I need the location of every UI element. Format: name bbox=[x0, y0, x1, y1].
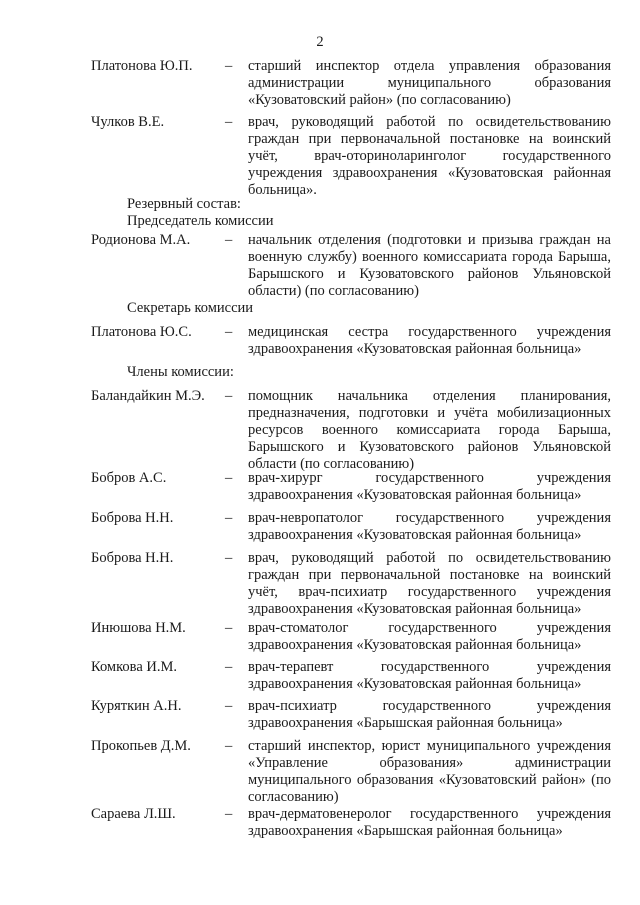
member-name: Чулков В.Е. bbox=[91, 114, 165, 130]
member-name: Сараева Л.Ш. bbox=[91, 806, 176, 822]
page-number: 2 bbox=[316, 34, 324, 50]
member-position: врач-дерматовенеролог государственного учреждения здравоохранения «Барышская районная больница» bbox=[248, 806, 611, 839]
separator-dash: – bbox=[225, 738, 233, 754]
member-position: врач-терапевт государственного учреждения здравоохранения «Кузоватовская районная больница» bbox=[248, 659, 611, 692]
separator-dash: – bbox=[225, 510, 233, 526]
separator-dash: – bbox=[225, 806, 233, 822]
member-position: старший инспектор отдела управления образования администрации муниципального образования «Кузоватовский район» (по согласованию) bbox=[248, 58, 611, 108]
separator-dash: – bbox=[225, 114, 233, 130]
member-name: Бобров А.С. bbox=[91, 470, 167, 486]
separator-dash: – bbox=[225, 388, 233, 404]
member-name: Родионова М.А. bbox=[91, 232, 191, 248]
member-position: врач-психиатр государственного учреждения здравоохранения «Барышская районная больница» bbox=[248, 698, 611, 731]
member-position: помощник начальника отделения планирования, предназначения, подготовки и учёта мобилизационных ресурсов военного комиссариата города Барыша, Барышского и Кузоватовского районов Ульяновской области (по согласованию) bbox=[248, 388, 611, 472]
member-position: врач-невропатолог государственного учреждения здравоохранения «Кузоватовская районная больница» bbox=[248, 510, 611, 543]
member-name: Комкова И.М. bbox=[91, 659, 177, 675]
reserve-heading: Резервный состав: bbox=[127, 196, 241, 212]
member-name: Боброва Н.Н. bbox=[91, 550, 174, 566]
secretary-heading: Секретарь комиссии bbox=[127, 300, 254, 316]
separator-dash: – bbox=[225, 698, 233, 714]
separator-dash: – bbox=[225, 659, 233, 675]
member-position: медицинская сестра государственного учреждения здравоохранения «Кузоватовская районная больница» bbox=[248, 324, 611, 357]
member-position: врач-стоматолог государственного учреждения здравоохранения «Кузоватовская районная больница» bbox=[248, 620, 611, 653]
member-name: Платонова Ю.С. bbox=[91, 324, 192, 340]
separator-dash: – bbox=[225, 620, 233, 636]
separator-dash: – bbox=[225, 550, 233, 566]
separator-dash: – bbox=[225, 324, 233, 340]
member-name: Баландайкин М.Э. bbox=[91, 388, 205, 404]
member-name: Прокопьев Д.М. bbox=[91, 738, 191, 754]
member-name: Куряткин А.Н. bbox=[91, 698, 182, 714]
member-position: врач, руководящий работой по освидетельствованию граждан при первоначальной постановке на воинский учёт, врач-оториноларинголог государственного учреждения здравоохранения «Кузоватовская районная больница». bbox=[248, 114, 611, 198]
member-name: Инюшова Н.М. bbox=[91, 620, 186, 636]
member-position: врач-хирург государственного учреждения здравоохранения «Кузоватовская районная больница» bbox=[248, 470, 611, 503]
separator-dash: – bbox=[225, 58, 233, 74]
member-name: Платонова Ю.П. bbox=[91, 58, 193, 74]
chair-heading: Председатель комиссии bbox=[127, 213, 274, 229]
member-name: Боброва Н.Н. bbox=[91, 510, 174, 526]
members-heading: Члены комиссии: bbox=[127, 364, 234, 380]
member-position: старший инспектор, юрист муниципального учреждения «Управление образования» администрации муниципального образования «Кузоватовский район» (по согласованию) bbox=[248, 738, 611, 805]
separator-dash: – bbox=[225, 470, 233, 486]
separator-dash: – bbox=[225, 232, 233, 248]
member-position: врач, руководящий работой по освидетельствованию граждан при первоначальной постановке на воинский учёт, врач-психиатр государственного учреждения здравоохранения «Кузоватовская районная больница» bbox=[248, 550, 611, 617]
member-position: начальник отделения (подготовки и призыва граждан на военную службу) военного комиссариата города Барыша, Барышского и Кузоватовского районов Ульяновской области) (по согласованию) bbox=[248, 232, 611, 299]
